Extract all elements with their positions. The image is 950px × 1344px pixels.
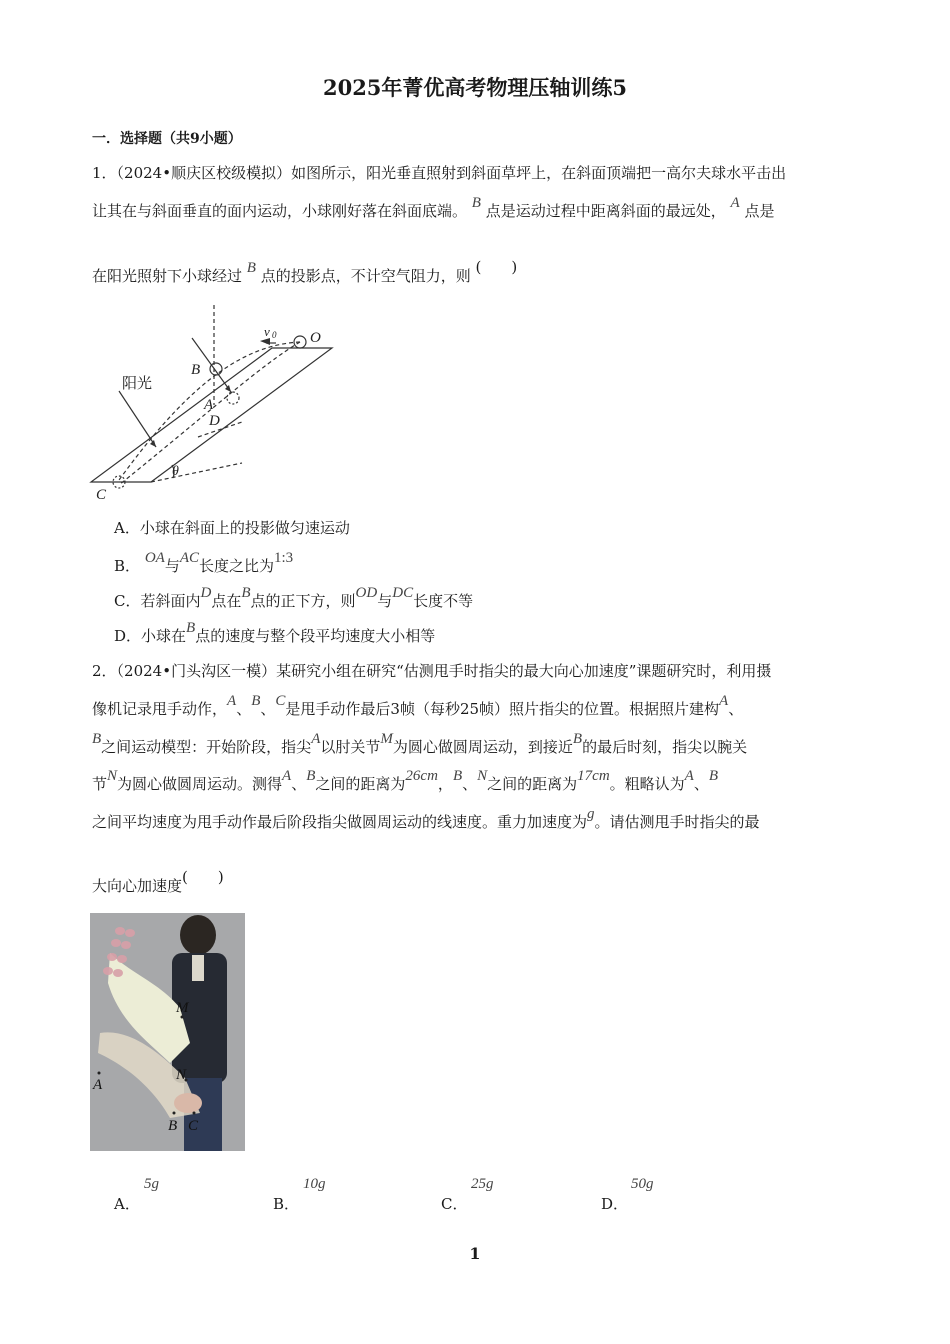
label-v0: v [264, 324, 270, 339]
label-sunlight: 阳光 [122, 374, 153, 392]
q2-math-c: C [275, 693, 286, 709]
sun-ray-left [119, 391, 156, 447]
q2-option-a[interactable] [114, 1176, 159, 1214]
q2-math-17cm: 17cm [577, 768, 610, 784]
q2-line-6 [92, 868, 862, 897]
option-value: 5g [144, 1176, 159, 1192]
q2-text: 。请估测甩手时指尖的最 [594, 813, 760, 831]
v0-arrowhead [260, 338, 270, 345]
ray-arrowhead-b [225, 385, 231, 392]
math-oa: OA [144, 550, 165, 566]
option-value: 50g [631, 1176, 654, 1192]
option-text: 小球在 [141, 627, 187, 645]
q1-text: 点的投影点，不计空气阻力，则 [260, 267, 471, 285]
q1-text: 点是运动过程中距离斜面的最远处， [485, 202, 726, 220]
q1-answer-paren: ( ) [475, 258, 518, 276]
page-number: 1 [469, 1244, 481, 1263]
q2-text: 为圆心做圆周运动，到接近 [392, 738, 573, 756]
q2-text: 、 [291, 775, 307, 793]
option-label: D． [601, 1195, 629, 1213]
option-text: 点在 [211, 592, 242, 610]
photo-label-c: C [188, 1118, 199, 1134]
photo-label-n: N [176, 1067, 187, 1083]
q1-line-1: 1．（2024•顺庆区校级模拟）如图所示，阳光垂直照射到斜面草坪上，在斜面顶端把一高尔夫球水平击出 [92, 164, 787, 182]
label-b: B [191, 362, 201, 378]
q2-text: 、 [728, 700, 744, 718]
option-label: C． [441, 1195, 468, 1213]
page-title: 2025年菁优高考物理压轴训练5 [322, 75, 628, 100]
label-a: A [204, 397, 214, 413]
q2-text: 、 [236, 700, 252, 718]
label-v0-subscript: 0 [272, 330, 277, 340]
q2-option-c[interactable] [441, 1176, 494, 1214]
q1-incline-figure [86, 305, 346, 505]
label-d: D [209, 413, 220, 429]
q1-text: 让其在与斜面垂直的面内运动，小球刚好落在斜面底端。 [92, 202, 468, 220]
q2-text: 大向心加速度 [92, 877, 183, 895]
q2-line-2 [92, 693, 862, 721]
q2-math-a: A [227, 693, 237, 709]
option-text: 点的正下方，则 [250, 592, 356, 610]
q2-line-1: 2．（2024•门头沟区一模）某研究小组在研究“估测甩手时指尖的最大向心加速度”课题研究时，利用摄 [92, 662, 772, 680]
option-label: B． [114, 557, 141, 575]
q2-math-n: N [477, 768, 488, 784]
q2-text: 、 [462, 775, 478, 793]
label-c: C [96, 487, 107, 503]
q1-line-2 [92, 195, 862, 223]
q2-math-b: B [92, 731, 102, 747]
ball-position-b [210, 363, 222, 375]
q2-math-g: g [587, 806, 595, 822]
q2-line-5 [92, 806, 862, 834]
q2-math-n: N [107, 768, 118, 784]
q1-option-d[interactable] [114, 620, 436, 648]
option-text: 点的速度与整个段平均速度大小相等 [195, 627, 436, 645]
q2-line-4 [92, 768, 862, 796]
shadow-position-a [227, 392, 239, 404]
q2-text: 、 [693, 775, 709, 793]
hair [180, 915, 216, 955]
option-label: A． [114, 519, 140, 537]
q2-text: 的最后时刻，指尖以腕关 [582, 738, 748, 756]
q2-math-a: A [719, 693, 729, 709]
q2-text: 。粗略认为 [609, 775, 685, 793]
q1-option-c[interactable] [114, 585, 474, 613]
q2-text: 、 [260, 700, 276, 718]
q2-math-26cm: 26cm [405, 768, 438, 784]
option-label: C． [114, 592, 141, 610]
hand [174, 1093, 202, 1113]
q1-math-b: B [471, 195, 481, 211]
math-d: D [200, 585, 212, 601]
q2-text: 之间平均速度为甩手动作最后阶段指尖做圆周运动的线速度。重力加速度为 [92, 813, 588, 831]
q1-text: 在阳光照射下小球经过 [92, 267, 243, 285]
math-ratio: 1:3 [274, 550, 294, 566]
q2-hand-photo [90, 913, 245, 1151]
option-label: D． [114, 627, 142, 645]
q1-line-3 [92, 258, 862, 288]
q1-text: 点是 [744, 202, 775, 220]
label-theta: θ [172, 464, 179, 479]
q2-text: 以肘关节 [320, 738, 381, 756]
option-text: 长度之比为 [199, 557, 275, 575]
photo-label-b: B [168, 1118, 178, 1134]
option-text: 长度不等 [413, 592, 474, 610]
q2-math-b: B [452, 768, 463, 784]
option-value: 10g [303, 1176, 326, 1192]
ray-arrowhead-left [150, 440, 156, 447]
option-text: 小球在斜面上的投影做匀速运动 [139, 519, 350, 537]
q2-math-b: B [572, 731, 583, 747]
math-dc: DC [392, 585, 414, 601]
math-ac: AC [179, 550, 199, 566]
incline-center-line [198, 422, 242, 437]
q2-text: 像机记录甩手动作， [92, 700, 228, 718]
photo-label-a: A [93, 1077, 103, 1093]
q1-math-b: B [246, 260, 256, 276]
q2-math-a: A [311, 731, 321, 747]
q2-math-a: A [282, 768, 292, 784]
q2-text: 之间的距离为 [487, 775, 578, 793]
q2-text: 节 [92, 775, 108, 793]
option-text: 若斜面内 [140, 592, 201, 610]
q2-answer-paren: ( ) [182, 868, 224, 886]
q2-math-b: B [251, 693, 261, 709]
q2-math-b: B [708, 768, 719, 784]
q2-text: 为圆心做圆周运动。测得 [117, 775, 283, 793]
photo-label-m: M [176, 1000, 189, 1016]
option-label: B． [273, 1195, 300, 1213]
label-o: O [310, 330, 321, 346]
q2-text: 是甩手动作最后3帧（每秒25帧）照片指尖的位置。根据照片建构 [285, 700, 720, 718]
section-heading: 一．选择题（共9小题） [92, 131, 242, 147]
math-od: OD [355, 585, 378, 601]
q2-line-3 [92, 731, 862, 759]
option-text: 与 [164, 557, 180, 575]
q2-text: ， [437, 775, 453, 793]
math-b: B [241, 585, 251, 601]
q1-option-b[interactable] [114, 550, 294, 578]
option-value: 25g [471, 1176, 494, 1192]
option-label: A． [114, 1195, 140, 1213]
q2-math-m: M [380, 731, 393, 747]
math-b: B [186, 620, 196, 636]
option-text: 与 [377, 592, 393, 610]
q1-math-a: A [730, 195, 740, 211]
q2-math-b: B [306, 768, 316, 784]
q1-option-a[interactable] [114, 517, 350, 539]
q2-option-b[interactable] [273, 1176, 326, 1214]
q2-option-d[interactable] [601, 1176, 654, 1214]
q2-text: 之间运动模型：开始阶段，指尖 [101, 738, 312, 756]
q2-math-a: A [684, 768, 694, 784]
q2-text: 之间的距离为 [315, 775, 406, 793]
